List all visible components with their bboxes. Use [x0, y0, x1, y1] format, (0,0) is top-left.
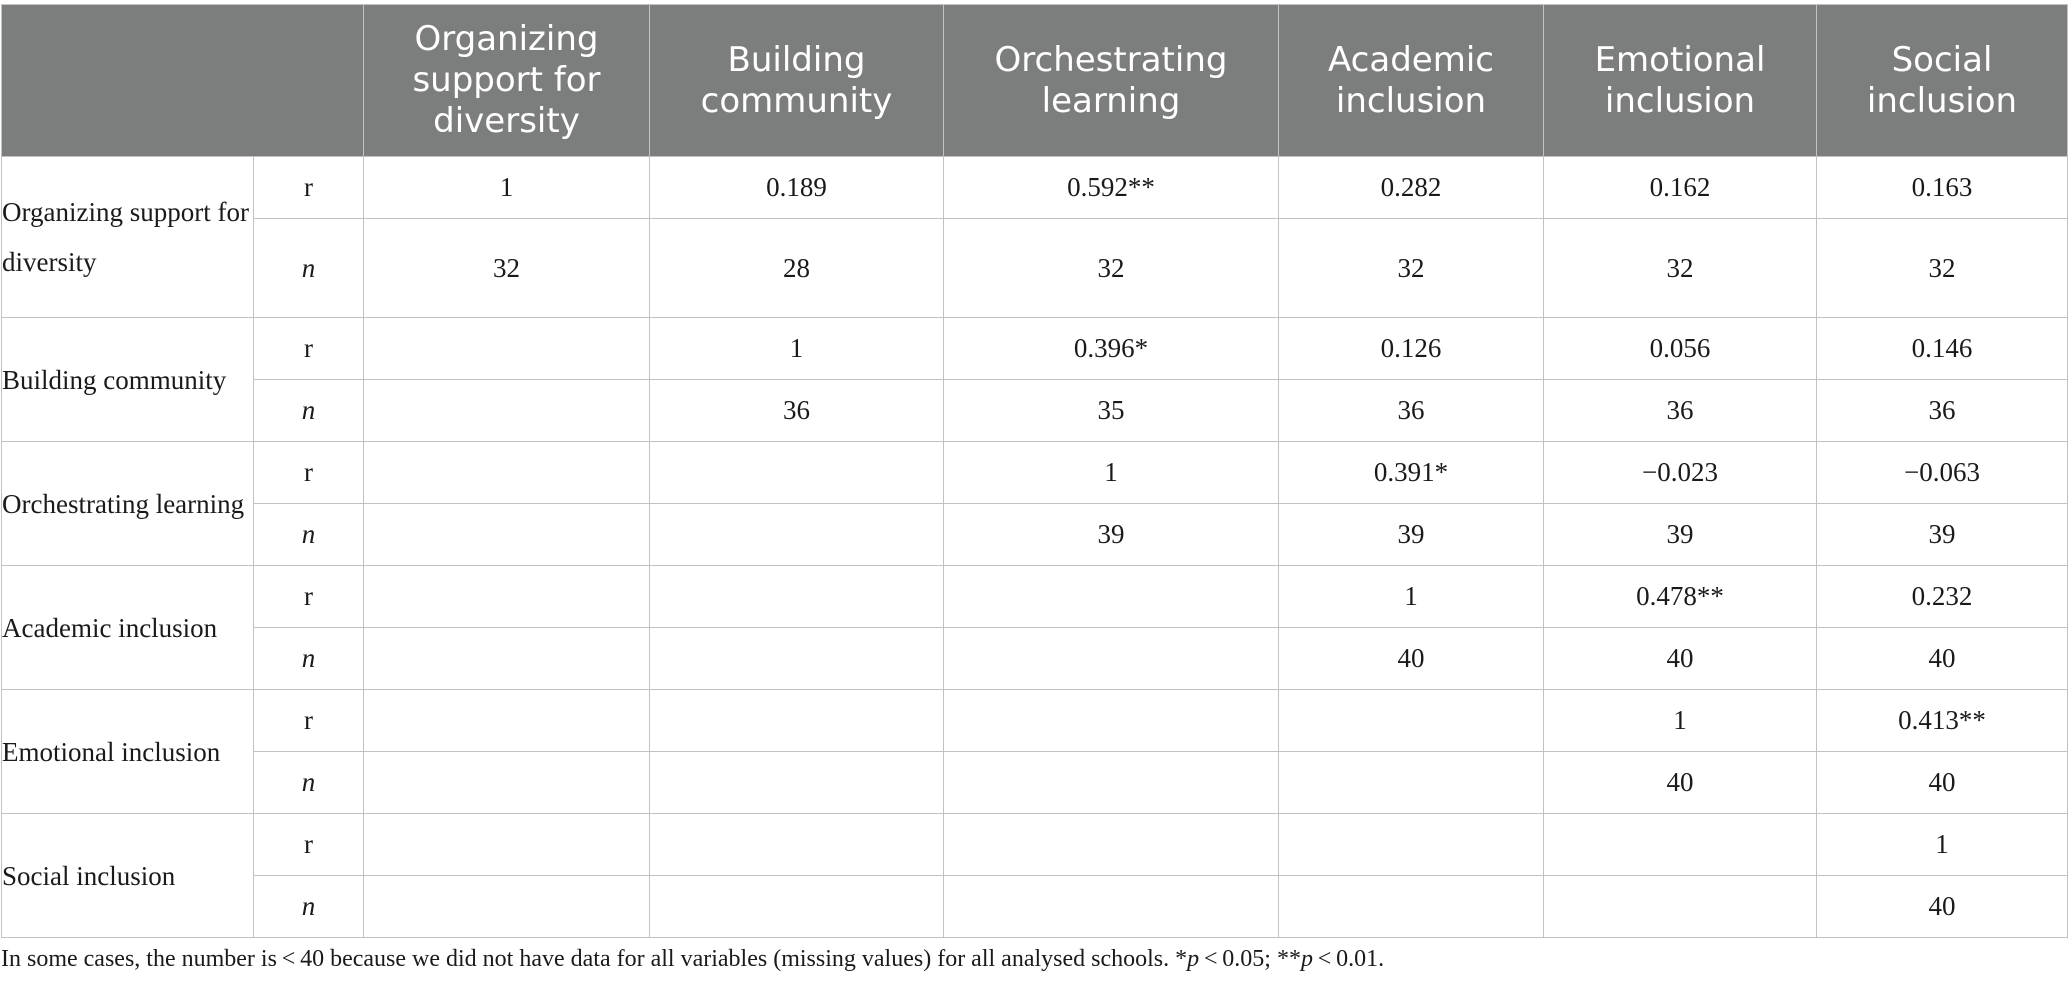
correlation-cell [364, 442, 650, 504]
sample-size-cell [944, 752, 1279, 814]
correlation-cell [364, 318, 650, 380]
sample-size-cell: 36 [1279, 380, 1544, 442]
row-label: Building community [2, 318, 254, 442]
correlation-cell: 0.391* [1279, 442, 1544, 504]
stat-label-r: r [254, 442, 364, 504]
correlation-cell [650, 814, 944, 876]
column-header: Organizing support for diversity [364, 5, 650, 157]
sample-size-cell: 40 [1817, 752, 2068, 814]
sample-size-cell: 40 [1544, 628, 1817, 690]
correlation-cell [1279, 690, 1544, 752]
correlation-cell: 1 [944, 442, 1279, 504]
table-row [2, 690, 2068, 752]
table-row [2, 752, 2068, 814]
table-row [2, 219, 2068, 318]
table-row [2, 157, 2068, 219]
sample-size-cell [650, 876, 944, 938]
sample-size-cell [650, 504, 944, 566]
correlation-cell [944, 690, 1279, 752]
sample-size-cell: 32 [1817, 219, 2068, 318]
sample-size-cell [1544, 876, 1817, 938]
sample-size-cell [1279, 752, 1544, 814]
sample-size-cell [650, 628, 944, 690]
correlation-cell [650, 442, 944, 504]
table-row [2, 628, 2068, 690]
sample-size-cell [364, 380, 650, 442]
sample-size-cell: 40 [1544, 752, 1817, 814]
stat-label-n: n [254, 380, 364, 442]
stat-label-n: n [254, 752, 364, 814]
column-header: Emotional inclusion [1544, 5, 1817, 157]
correlation-cell: 0.056 [1544, 318, 1817, 380]
sample-size-cell: 39 [1544, 504, 1817, 566]
row-label: Organizing support for diversity [2, 157, 254, 318]
stat-label-n: n [254, 504, 364, 566]
footnote-text: < 0.01. [1312, 946, 1385, 972]
table-row [2, 504, 2068, 566]
sample-size-cell: 32 [944, 219, 1279, 318]
sample-size-cell: 39 [1817, 504, 2068, 566]
stat-label-n: n [254, 219, 364, 318]
sample-size-cell [364, 628, 650, 690]
sample-size-cell: 32 [1544, 219, 1817, 318]
correlation-cell: −0.063 [1817, 442, 2068, 504]
correlation-cell: 1 [1544, 690, 1817, 752]
correlation-cell: 0.396* [944, 318, 1279, 380]
correlation-cell: 1 [364, 157, 650, 219]
stat-label-n: n [254, 628, 364, 690]
correlation-table [1, 4, 2068, 938]
column-header: Building community [650, 5, 944, 157]
header-corner [2, 5, 364, 157]
correlation-cell: 1 [1279, 566, 1544, 628]
footnote-p-symbol: p [1187, 946, 1200, 972]
correlation-cell: 0.478** [1544, 566, 1817, 628]
correlation-cell: 0.189 [650, 157, 944, 219]
table-row [2, 814, 2068, 876]
correlation-cell: 0.163 [1817, 157, 2068, 219]
header-row [2, 5, 2068, 157]
correlation-cell [1544, 814, 1817, 876]
correlation-cell: 0.413** [1817, 690, 2068, 752]
sample-size-cell: 28 [650, 219, 944, 318]
stat-label-r: r [254, 690, 364, 752]
correlation-cell: −0.023 [1544, 442, 1817, 504]
correlation-cell: 0.146 [1817, 318, 2068, 380]
table-row [2, 876, 2068, 938]
sample-size-cell [650, 752, 944, 814]
table-row [2, 442, 2068, 504]
sample-size-cell: 39 [1279, 504, 1544, 566]
sample-size-cell [364, 876, 650, 938]
correlation-cell: 0.232 [1817, 566, 2068, 628]
table-footnote [1, 944, 2061, 974]
row-label: Orchestrating learning [2, 442, 254, 566]
sample-size-cell [944, 628, 1279, 690]
sample-size-cell: 40 [1817, 876, 2068, 938]
sample-size-cell: 32 [1279, 219, 1544, 318]
column-header: Social inclusion [1817, 5, 2068, 157]
stat-label-r: r [254, 157, 364, 219]
column-header: Orchestrating learning [944, 5, 1279, 157]
correlation-cell: 0.282 [1279, 157, 1544, 219]
table-row [2, 318, 2068, 380]
sample-size-cell [364, 752, 650, 814]
sample-size-cell [944, 876, 1279, 938]
row-label: Social inclusion [2, 814, 254, 938]
footnote-text: < 0.05; ** [1199, 946, 1301, 972]
stat-label-r: r [254, 566, 364, 628]
stat-label-r: r [254, 814, 364, 876]
correlation-cell: 0.592** [944, 157, 1279, 219]
footnote-text: In some cases, the number is < 40 because we did not have data for all variables (missing values) for all analysed schools. * [1, 946, 1188, 972]
correlation-cell [650, 566, 944, 628]
footnote-p-symbol: p [1300, 946, 1313, 972]
correlation-cell [364, 690, 650, 752]
correlation-cell: 0.162 [1544, 157, 1817, 219]
correlation-cell: 1 [650, 318, 944, 380]
correlation-cell [364, 566, 650, 628]
stat-label-n: n [254, 876, 364, 938]
table-row [2, 566, 2068, 628]
sample-size-cell: 40 [1817, 628, 2068, 690]
correlation-cell: 0.126 [1279, 318, 1544, 380]
column-header: Academic inclusion [1279, 5, 1544, 157]
sample-size-cell: 40 [1279, 628, 1544, 690]
sample-size-cell: 39 [944, 504, 1279, 566]
correlation-cell [364, 814, 650, 876]
correlation-cell [944, 814, 1279, 876]
correlation-cell: 1 [1817, 814, 2068, 876]
sample-size-cell: 36 [650, 380, 944, 442]
sample-size-cell: 35 [944, 380, 1279, 442]
correlation-cell [944, 566, 1279, 628]
sample-size-cell [1279, 876, 1544, 938]
table-row [2, 380, 2068, 442]
sample-size-cell: 32 [364, 219, 650, 318]
sample-size-cell: 36 [1817, 380, 2068, 442]
correlation-cell [1279, 814, 1544, 876]
sample-size-cell [364, 504, 650, 566]
stat-label-r: r [254, 318, 364, 380]
row-label: Emotional inclusion [2, 690, 254, 814]
sample-size-cell: 36 [1544, 380, 1817, 442]
row-label: Academic inclusion [2, 566, 254, 690]
correlation-cell [650, 690, 944, 752]
